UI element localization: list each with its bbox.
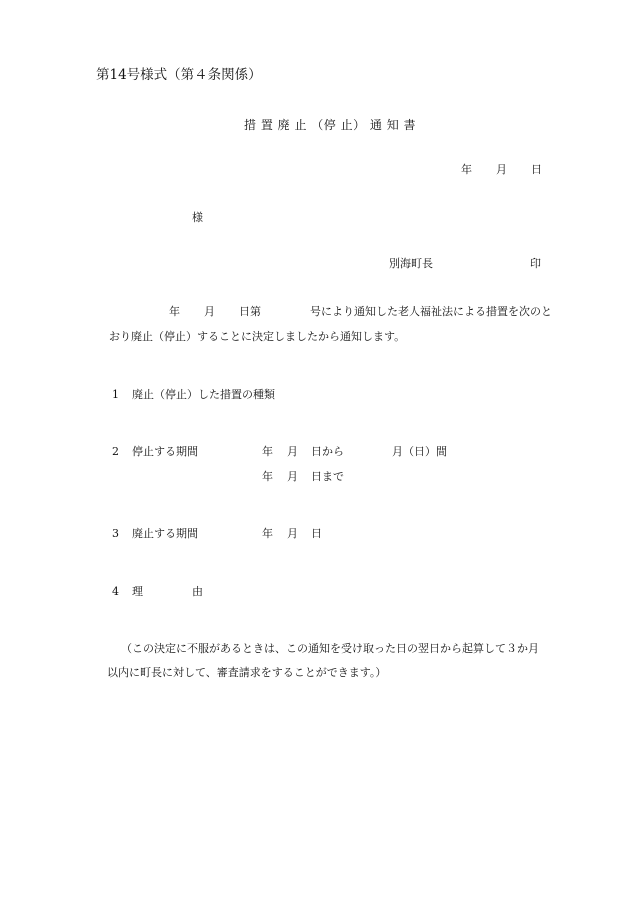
body-line2-text: おり廃止（停止）することに決定しましたから通知します。 [109, 330, 406, 343]
item2-from-month: 月 [287, 445, 298, 458]
appeal-notice-line1: （この決定に不服があるときは、この通知を受け取った日の翌日から起算して３か月 [121, 642, 539, 655]
item4-number: 4 [112, 585, 119, 598]
item3-year: 年 [262, 527, 273, 540]
item2-to-year: 年 [262, 470, 273, 483]
item2-number: 2 [112, 445, 119, 458]
item2-to-month: 月 [287, 470, 298, 483]
document-title: 措 置 廃 止 （停 止） 通 知 書 [244, 118, 417, 132]
body-month: 月 [204, 305, 215, 318]
date-month: 月 [496, 163, 507, 176]
body-year: 年 [169, 305, 180, 318]
body-day-no: 日第 [239, 305, 261, 318]
item2-to-day: 日まで [311, 470, 344, 483]
item3-day: 日 [311, 527, 322, 540]
appeal-notice-line2: 以内に町長に対して、審査請求をすることができます。） [107, 666, 387, 679]
item2-from-day: 日から [311, 445, 344, 458]
issuer-seal: 印 [530, 257, 541, 270]
item3-number: 3 [112, 527, 119, 540]
item1-label: 廃止（停止）した措置の種類 [132, 388, 275, 401]
item3-month: 月 [287, 527, 298, 540]
item2-label: 停止する期間 [132, 445, 198, 458]
item1-number: 1 [112, 388, 119, 401]
date-year: 年 [461, 163, 472, 176]
item3-label: 廃止する期間 [132, 527, 198, 540]
item4-label-a: 理 [132, 585, 143, 598]
body-line1-text: 号により通知した老人福祉法による措置を次のと [310, 305, 552, 318]
date-day: 日 [531, 163, 542, 176]
issuer-name: 別海町長 [389, 257, 433, 270]
item2-duration: 月（日）間 [392, 445, 447, 458]
form-number: 第14号様式（第４条関係） [96, 67, 262, 83]
addressee-honorific: 様 [192, 211, 203, 224]
item2-from-year: 年 [262, 445, 273, 458]
item4-label-b: 由 [192, 585, 203, 598]
